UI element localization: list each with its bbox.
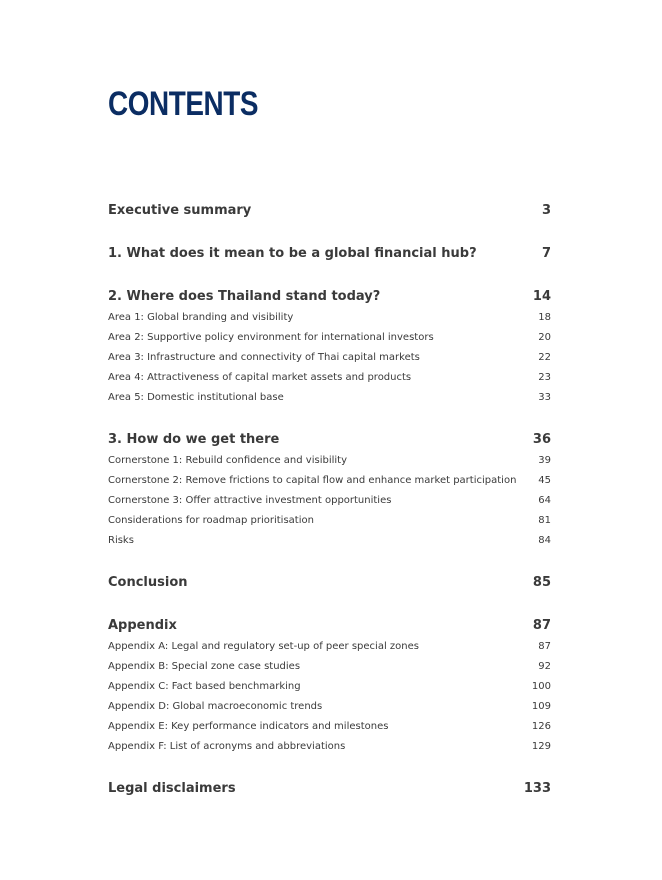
toc-subsection-title: Cornerstone 2: Remove frictions to capital flow and enhance market participation	[108, 475, 517, 486]
toc-section-entry[interactable]	[108, 777, 551, 800]
toc-section	[108, 199, 551, 222]
toc-subsection-title: Area 2: Supportive policy environment for international investors	[108, 332, 434, 343]
toc-subsection-title: Area 1: Global branding and visibility	[108, 312, 294, 323]
toc-subsection-page-number: 100	[531, 681, 551, 692]
toc-section	[108, 242, 551, 265]
toc-section-entry[interactable]	[108, 428, 551, 451]
toc-subsection-title: Considerations for roadmap prioritisation	[108, 515, 314, 526]
toc-subsection-entry[interactable]	[108, 637, 551, 657]
toc-subsection-page-number: 18	[538, 312, 551, 323]
toc-subsection-page-number: 84	[538, 535, 551, 546]
toc-subsection-entry[interactable]	[108, 328, 551, 348]
toc-subsection-title: Area 4: Attractiveness of capital market assets and products	[108, 372, 412, 383]
toc-subsection-page-number: 23	[538, 372, 551, 383]
toc-subsection-entry[interactable]	[108, 491, 551, 511]
toc-subsection-page-number: 64	[538, 495, 551, 506]
toc-section-title: Executive summary	[108, 203, 252, 218]
toc-subsection-title: Area 5: Domestic institutional base	[108, 392, 284, 403]
toc-subsection-entry[interactable]	[108, 368, 551, 388]
toc-subsection-entry[interactable]	[108, 677, 551, 697]
toc-subsection-title: Appendix B: Special zone case studies	[108, 661, 301, 672]
toc-subsection-title: Cornerstone 3: Offer attractive investment opportunities	[108, 495, 392, 506]
toc-section	[108, 428, 551, 551]
toc-subsection-entry[interactable]	[108, 511, 551, 531]
toc-subsection-page-number: 22	[538, 352, 551, 363]
toc-section-title: 3. How do we get there	[108, 432, 280, 447]
toc-section-page-number: 7	[541, 246, 551, 261]
toc-section-page-number: 133	[523, 781, 551, 796]
toc-subsection-page-number: 33	[538, 392, 551, 403]
toc-section-title: 2. Where does Thailand stand today?	[108, 289, 381, 304]
toc-subsection-title: Appendix C: Fact based benchmarking	[108, 681, 301, 692]
toc-subsection-entry[interactable]	[108, 531, 551, 551]
toc-subsection-entry[interactable]	[108, 388, 551, 408]
toc-subsection-page-number: 87	[538, 641, 551, 652]
toc-subsection-page-number: 92	[538, 661, 551, 672]
toc-subsection-entry[interactable]	[108, 697, 551, 717]
toc-section-entry[interactable]	[108, 242, 551, 265]
toc-section-title: Conclusion	[108, 575, 188, 590]
toc-section	[108, 285, 551, 408]
toc-section-page-number: 14	[532, 289, 551, 304]
toc-section-entry[interactable]	[108, 285, 551, 308]
toc-section-page-number: 85	[532, 575, 551, 590]
toc-subsection-page-number: 129	[531, 741, 551, 752]
toc-section-entry[interactable]	[108, 571, 551, 594]
toc-section-title: 1. What does it mean to be a global financial hub?	[108, 246, 477, 261]
toc-subsection-page-number: 20	[538, 332, 551, 343]
toc-section-entry[interactable]	[108, 199, 551, 222]
toc-subsection-page-number: 109	[531, 701, 551, 712]
toc-subsection-title: Appendix A: Legal and regulatory set-up of peer special zones	[108, 641, 419, 652]
toc-subsection-title: Appendix F: List of acronyms and abbreviations	[108, 741, 346, 752]
toc-subsection-entry[interactable]	[108, 471, 551, 491]
toc-section-entry[interactable]	[108, 614, 551, 637]
toc-subsection-title: Appendix E: Key performance indicators and milestones	[108, 721, 389, 732]
toc-subsection-page-number: 45	[538, 475, 551, 486]
toc-section	[108, 777, 551, 800]
toc-subsection-title: Appendix D: Global macroeconomic trends	[108, 701, 323, 712]
toc-section	[108, 614, 551, 757]
page-title: CONTENTS	[108, 85, 259, 123]
toc-subsection-title: Cornerstone 1: Rebuild confidence and visibility	[108, 455, 348, 466]
toc-subsection-entry[interactable]	[108, 657, 551, 677]
table-of-contents	[108, 199, 551, 800]
toc-section-page-number: 36	[532, 432, 551, 447]
toc-subsection-entry[interactable]	[108, 717, 551, 737]
toc-section-title: Appendix	[108, 618, 177, 633]
toc-section-page-number: 3	[541, 203, 551, 218]
toc-subsection-page-number: 126	[531, 721, 551, 732]
toc-subsection-entry[interactable]	[108, 451, 551, 471]
toc-section-title: Legal disclaimers	[108, 781, 236, 796]
toc-subsection-page-number: 81	[538, 515, 551, 526]
toc-section-page-number: 87	[532, 618, 551, 633]
toc-subsection-title: Risks	[108, 535, 134, 546]
toc-subsection-title: Area 3: Infrastructure and connectivity of Thai capital markets	[108, 352, 420, 363]
toc-subsection-page-number: 39	[538, 455, 551, 466]
toc-subsection-entry[interactable]	[108, 737, 551, 757]
toc-section	[108, 571, 551, 594]
toc-subsection-entry[interactable]	[108, 348, 551, 368]
toc-subsection-entry[interactable]	[108, 308, 551, 328]
